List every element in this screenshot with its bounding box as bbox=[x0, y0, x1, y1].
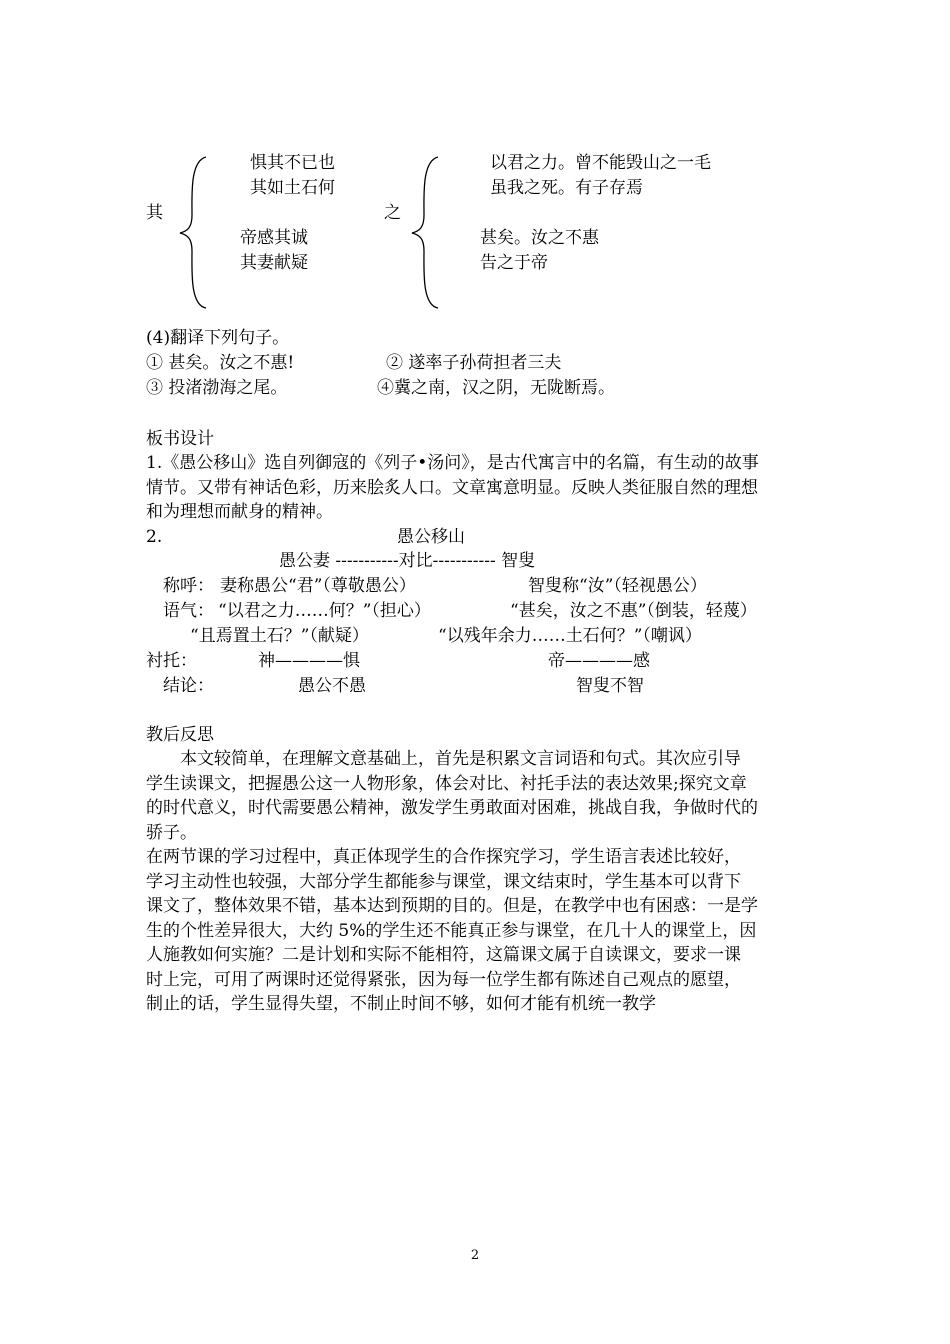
reflection-line-9: 人施教如何实施？二是计划和实际不能相符，这篇课文属于自读课文，要求一课 bbox=[146, 945, 741, 965]
reflection-line-11: 制止的话，学生显得失望，不制止时间不够，如何才能有机统一教学 bbox=[146, 994, 656, 1014]
conclusion-label: 结论： bbox=[163, 676, 214, 696]
address-left: 妻称愚公“君”（尊敬愚公） bbox=[220, 576, 416, 596]
board-para1-line-3: 和为理想而献身的精神。 bbox=[146, 502, 333, 522]
page-number: 2 bbox=[470, 1248, 480, 1263]
reflection-line-8: 生的个性差异很大，大约 5%的学生还不能真正参与课堂，在几十人的课堂上，因 bbox=[146, 921, 757, 941]
zhi-brace bbox=[406, 155, 442, 310]
tone-label: 语气： bbox=[163, 601, 214, 621]
qi-brace bbox=[176, 155, 212, 310]
tone2-left: “且焉置土石？”（献疑） bbox=[190, 626, 369, 646]
board-heading: 板书设计 bbox=[146, 429, 214, 449]
zhi-item-3: 甚矣。汝之不惠 bbox=[480, 228, 599, 248]
zhi-item-4: 告之于帝 bbox=[480, 253, 548, 273]
reflection-line-7: 课文了，整体效果不错，基本达到预期的目的。但是，在教学中也有困惑：一是学 bbox=[146, 896, 758, 916]
reflection-line-1: 本文较简单，在理解文意基础上，首先是积累文言词语和句式。其次应引导 bbox=[146, 749, 741, 769]
translate-sentence-3: ③ 投渚渤海之尾。 bbox=[146, 378, 288, 398]
zhi-item-2: 虽我之死。有子存焉 bbox=[490, 178, 643, 198]
board-title: 愚公移山 bbox=[397, 527, 465, 547]
translate-heading: (4)翻译下列句子。 bbox=[146, 328, 290, 348]
foil-right: 帝————感 bbox=[548, 651, 650, 671]
board-para1-line-2: 情节。又带有神话色彩，历来脍炙人口。文章寓意明显。反映人类征服自然的理想 bbox=[146, 478, 758, 498]
reflection-line-4: 骄子。 bbox=[146, 823, 197, 843]
translate-sentence-2: ② 遂率子孙荷担者三夫 bbox=[386, 353, 562, 373]
qi-item-1: 惧其不已也 bbox=[250, 153, 335, 173]
qi-item-4: 其妻献疑 bbox=[240, 253, 308, 273]
board-para1-line-1: 1.《愚公移山》选自列御寇的《列子•汤问》，是古代寓言中的名篇，有生动的故事 bbox=[146, 453, 759, 473]
address-right: 智叟称“汝”（轻视愚公） bbox=[528, 576, 707, 596]
reflection-heading: 教后反思 bbox=[146, 725, 214, 745]
reflection-line-5: 在两节课的学习过程中，真正体现学生的合作探究学习，学生语言表述比较好， bbox=[146, 847, 741, 867]
foil-left: 神————惧 bbox=[258, 651, 360, 671]
tone-left: “以君之力……何？”（担心） bbox=[218, 601, 431, 621]
qi-item-2: 其如土石何 bbox=[250, 178, 335, 198]
reflection-line-10: 时上完，可用了两课时还觉得紧张，因为每一位学生都有陈述自己观点的愿望， bbox=[146, 970, 741, 990]
zhi-item-1: 以君之力。曾不能毁山之一毛 bbox=[490, 153, 711, 173]
qi-char: 其 bbox=[146, 203, 163, 223]
conclusion-left: 愚公不愚 bbox=[298, 676, 366, 696]
zhi-char: 之 bbox=[384, 203, 401, 223]
board-item-number-2: 2. bbox=[146, 527, 163, 547]
translate-sentence-4: ④冀之南，汉之阴，无陇断焉。 bbox=[377, 378, 615, 398]
qi-item-3: 帝感其诚 bbox=[240, 228, 308, 248]
reflection-line-2: 学生读课文，把握愚公这一人物形象，体会对比、衬托手法的表达效果;探究文章 bbox=[146, 774, 747, 794]
foil-label: 衬托： bbox=[146, 651, 197, 671]
conclusion-right: 智叟不智 bbox=[576, 676, 644, 696]
reflection-line-3: 的时代意义，时代需要愚公精神，激发学生勇敢面对困难，挑战自我，争做时代的 bbox=[146, 798, 758, 818]
reflection-line-6: 学习主动性也较强，大部分学生都能参与课堂，课文结束时，学生基本可以背下 bbox=[146, 872, 741, 892]
tone-right: “甚矣，汝之不惠”（倒装，轻蔑） bbox=[510, 601, 757, 621]
translate-sentence-1: ① 甚矣。汝之不惠! bbox=[146, 353, 295, 373]
address-label: 称呼： bbox=[163, 576, 214, 596]
tone2-right: “以残年余力……土石何？”（嘲讽） bbox=[438, 626, 702, 646]
board-compare-row: 愚公妻 -----------对比----------- 智叟 bbox=[279, 551, 536, 571]
